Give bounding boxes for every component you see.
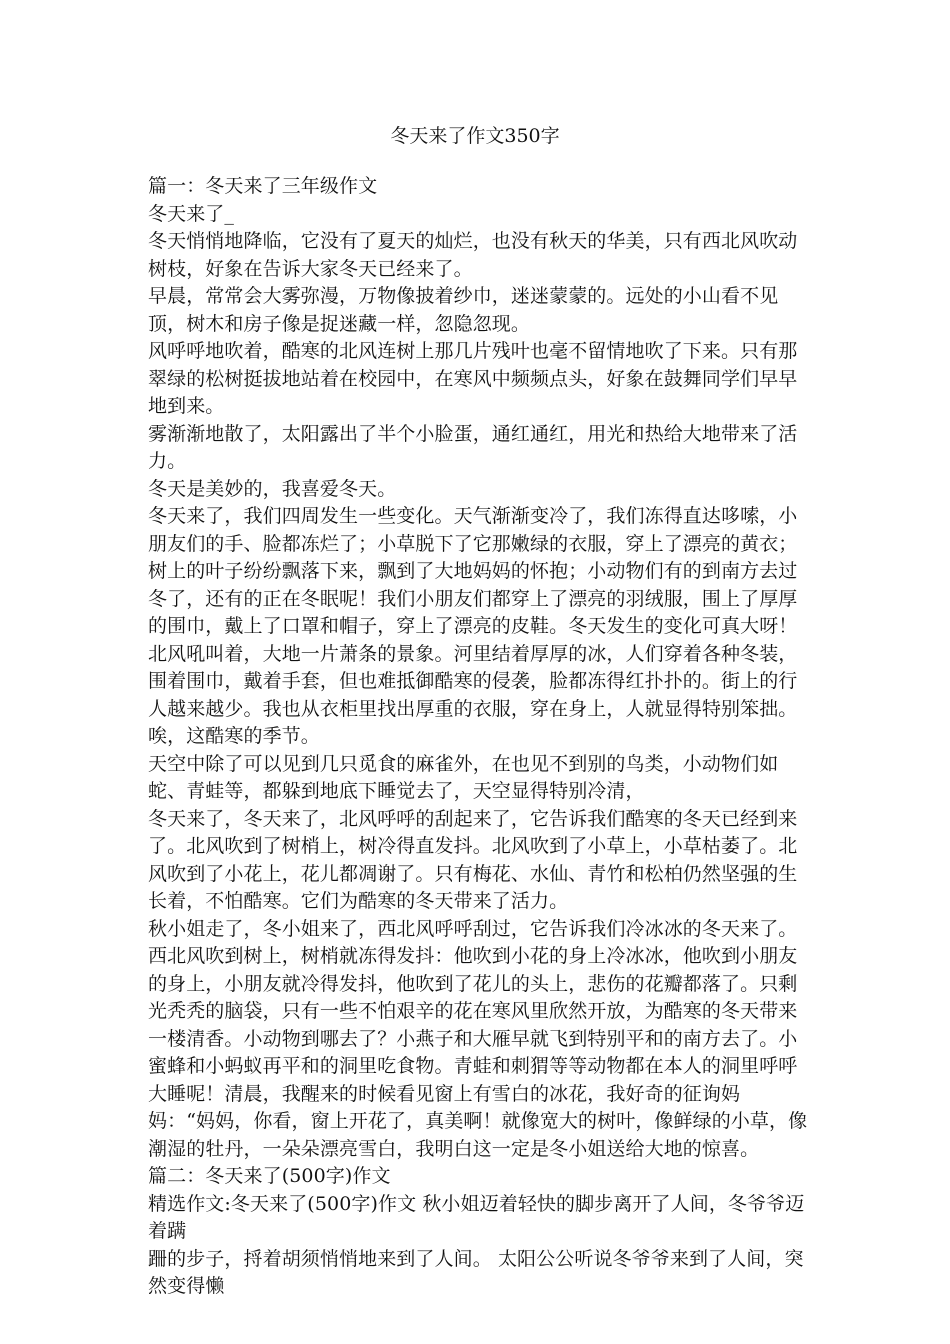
paragraph: 冬天来了，冬天来了，北风呼呼的刮起来了，它告诉我们酷寒的冬天已经到来了。北风吹到了树梢上，树冷得直发抖。北风吹到了小草上，小草枯萎了。北风吹到了小花上，花儿都凋谢了。只有梅花、水仙、青竹和松柏仍然坚强的生长着，不怕酷寒。它们为酷寒的冬天带来了活力。 bbox=[148, 807, 798, 912]
paragraph: 跚的步子，捋着胡须悄悄地来到了人间。 太阳公公听说冬爷爷来到了人间，突然变得懒 bbox=[148, 1247, 804, 1297]
subheading: 冬天来了_ bbox=[148, 202, 235, 225]
paragraph: 冬天是美妙的，我喜爱冬天。 bbox=[148, 477, 397, 500]
document-title: 冬天来了作文350字 bbox=[390, 125, 560, 147]
paragraph: 北风吼叫着，大地一片萧条的景象。河里结着厚厚的冰，人们穿着各种冬装，围着围巾，戴着手套，但也难抵御酷寒的侵袭，脸都冻得红扑扑的。街上的行人越来越少。我也从衣柜里找出厚重的衣服，穿在身上，人就显得特别笨拙。唉，这酷寒的季节。 bbox=[148, 642, 798, 747]
heading-part-one: 篇一：冬天来了三年级作文 bbox=[148, 175, 378, 197]
paragraph: 早晨，常常会大雾弥漫，万物像披着纱巾，迷迷蒙蒙的。远处的小山看不见顶，树木和房子像是捉迷藏一样，忽隐忽现。 bbox=[148, 285, 779, 335]
paragraph: 雾渐渐地散了，太阳露出了半个小脸蛋，通红通红，用光和热给大地带来了活力。 bbox=[148, 422, 798, 472]
paragraph: 秋小姐走了，冬小姐来了，西北风呼呼刮过，它告诉我们冷冰冰的冬天来了。西北风吹到树上，树梢就冻得发抖：他吹到小花的身上冷冰冰，他吹到小朋友的身上，小朋友就冷得发抖，他吹到了花儿的头上，悲伤的花瓣都落了。只剩光秃秃的脑袋，只有一些不怕艰辛的花在寒风里欣然开放，为酷寒的冬天带来一楼清香。小动物到哪去了？小燕子和大雁早就飞到特别平和的南方去了。小蜜蜂和小蚂蚁再平和的洞里吃食物。青蛙和刺猬等等动物都在本人的洞里呼呼大睡呢！清晨，我醒来的时候看见窗上有雪白的冰花，我好奇的征询妈 bbox=[148, 917, 798, 1105]
paragraph: 天空中除了可以见到几只觅食的麻雀外，在也见不到别的鸟类，小动物们如蛇、青蛙等，都躲到地底下睡觉去了，天空显得特别冷清， bbox=[148, 752, 779, 802]
paragraph: 冬天悄悄地降临，它没有了夏天的灿烂，也没有秋天的华美，只有西北风吹动树枝，好象在告诉大家冬天已经来了。 bbox=[148, 230, 798, 280]
paragraph: 冬天来了，我们四周发生一些变化。天气渐渐变冷了，我们冻得直达哆嗦，小朋友们的手、脸都冻烂了；小草脱下了它那嫩绿的衣服，穿上了漂亮的黄衣；树上的叶子纷纷飘落下来，飘到了大地妈妈的怀抱；小动物们有的到南方去过冬了，还有的正在冬眠呢！我们小朋友们都穿上了漂亮的羽绒服，围上了厚厚的围巾，戴上了口罩和帽子，穿上了漂亮的皮鞋。冬天发生的变化可真大呀！ bbox=[148, 505, 798, 637]
paragraph: 妈：“妈妈，你看，窗上开花了，真美啊！就像宽大的树叶，像鲜绿的小草，像潮湿的牡丹，一朵朵漂亮雪白，我明白这一定是冬小姐送给大地的惊喜。 bbox=[148, 1110, 808, 1160]
paragraph: 精选作文:冬天来了(500字)作文 秋小姐迈着轻快的脚步离开了人间，冬爷爷迈着蹒 bbox=[148, 1192, 805, 1242]
document-body bbox=[148, 173, 808, 1301]
paragraph: 风呼呼地吹着，酷寒的北风连树上那几片残叶也毫不留情地吹了下来。只有那翠绿的松树挺拔地站着在校园中，在寒风中频频点头，好象在鼓舞同学们早早地到来。 bbox=[148, 340, 798, 417]
heading-part-two: 篇二：冬天来了(500字)作文 bbox=[148, 1165, 391, 1187]
